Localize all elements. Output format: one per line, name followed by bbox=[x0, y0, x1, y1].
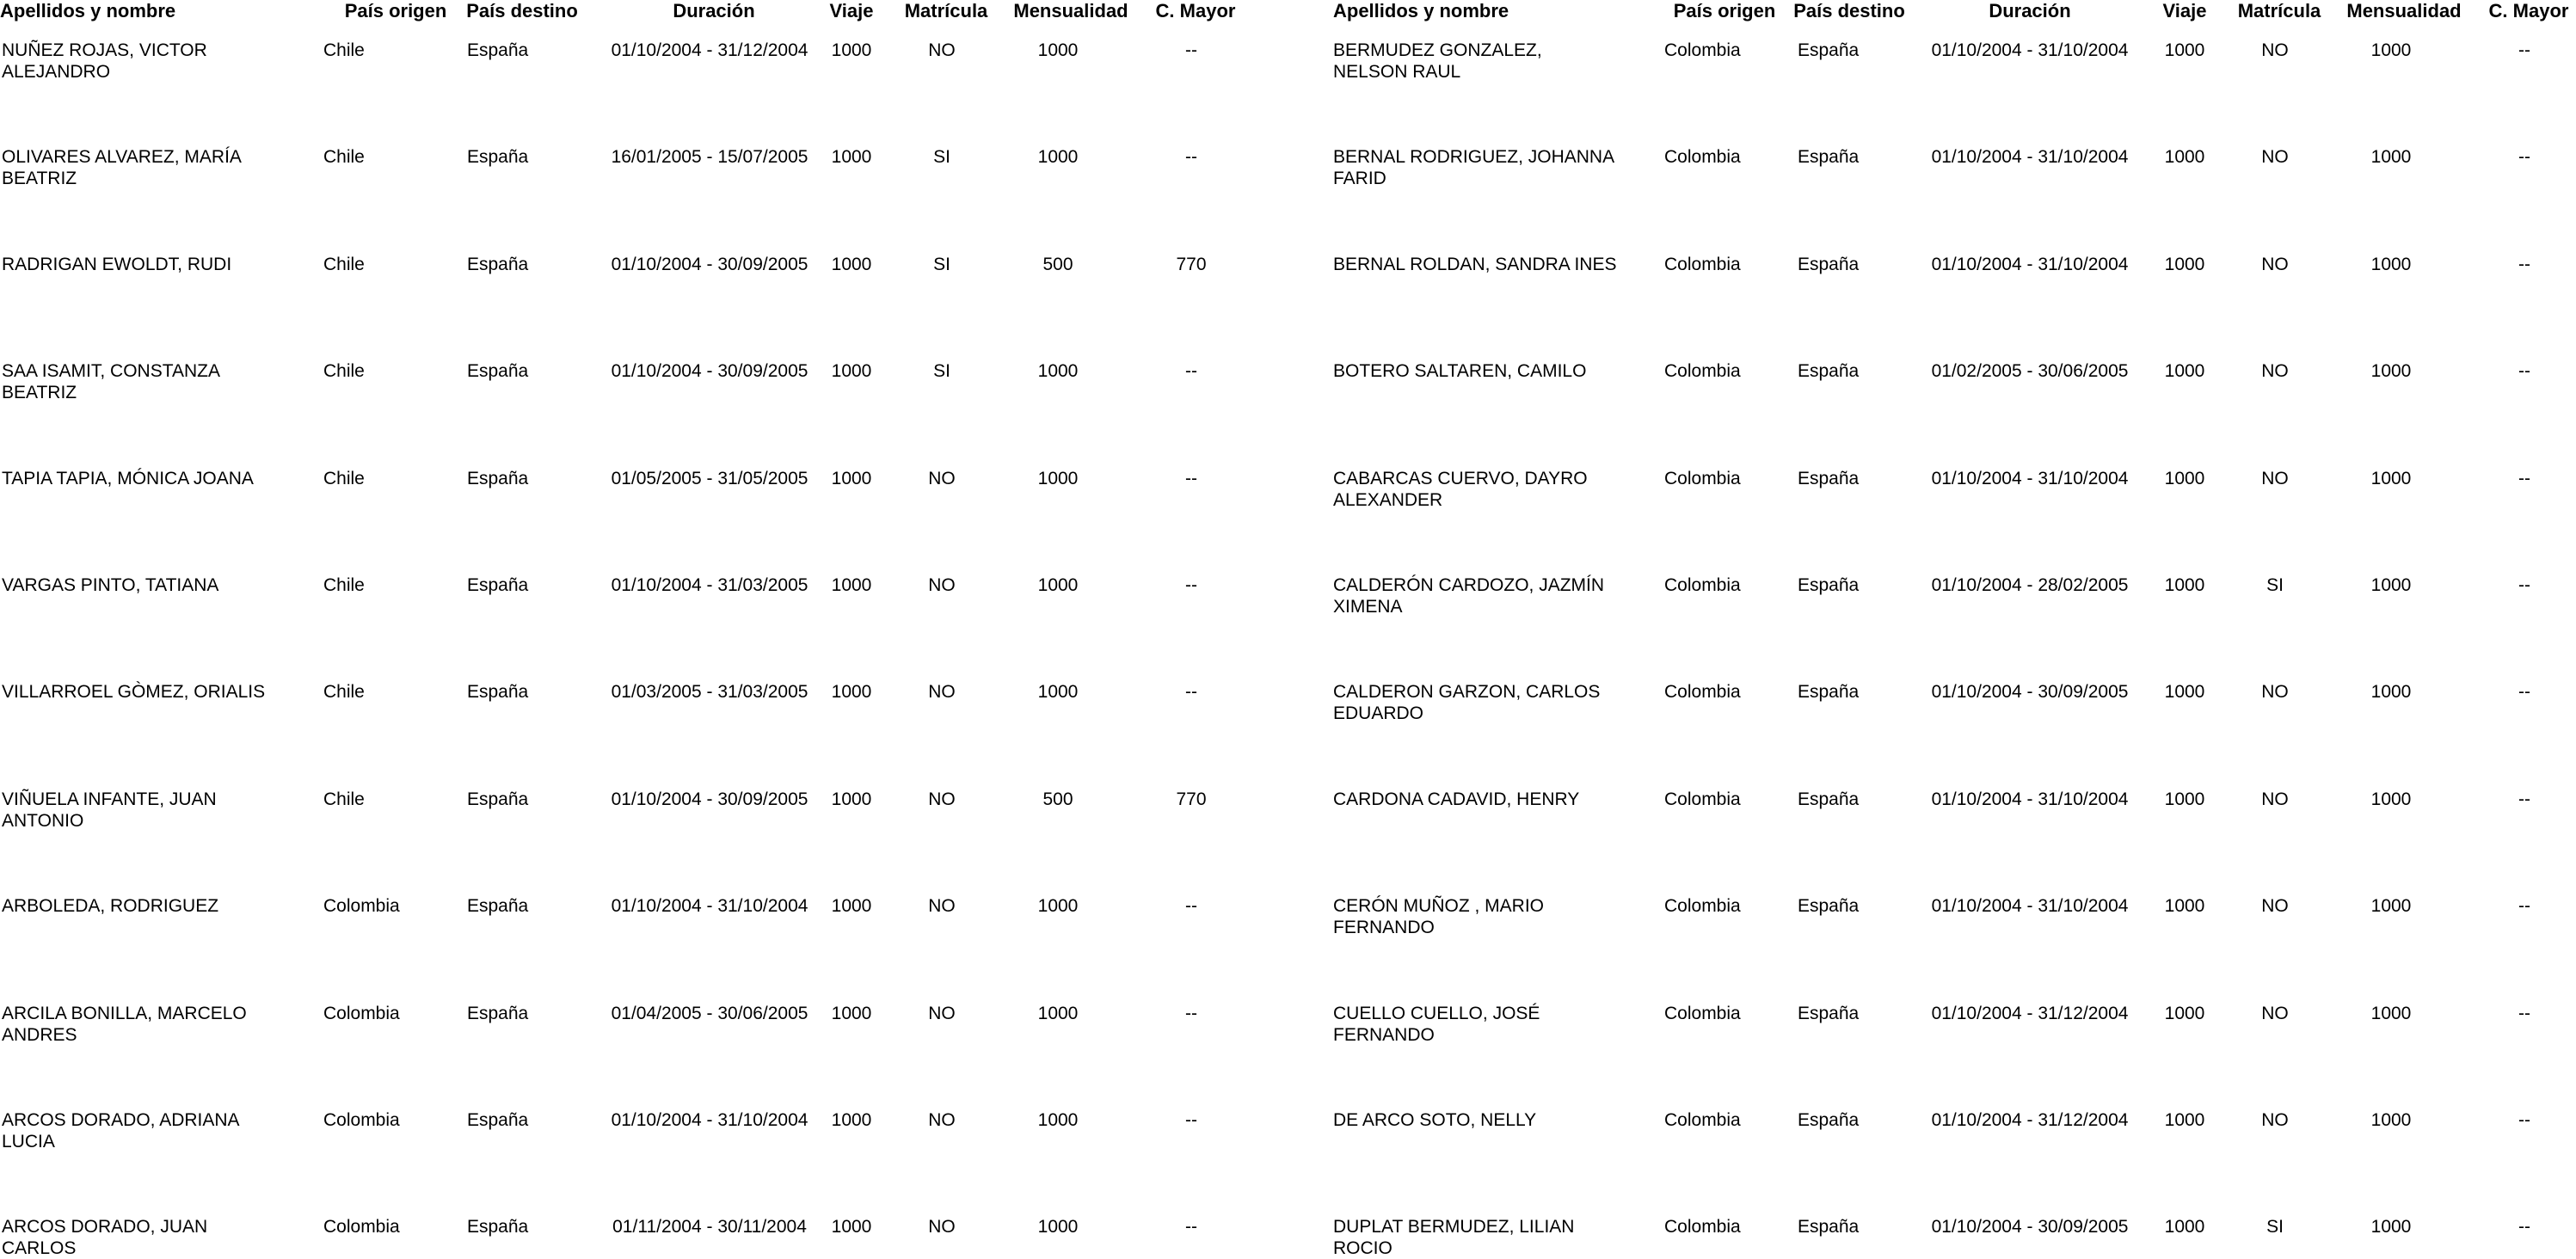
destination-cell: España bbox=[467, 896, 529, 917]
mayor-cell: -- bbox=[1185, 468, 1197, 488]
origin-cell: Chile bbox=[323, 361, 365, 382]
destination-cell: España bbox=[1798, 361, 1860, 382]
name-cell: DE ARCO SOTO, NELLY bbox=[1333, 1110, 1537, 1130]
name-cell: VIÑUELA INFANTE, JUAN ANTONIO bbox=[2, 789, 217, 831]
destination-cell: España bbox=[1798, 40, 1860, 60]
mayor-cell: -- bbox=[2518, 1003, 2530, 1023]
duration-cell: 01/10/2004 - 28/02/2005 bbox=[1931, 575, 2129, 595]
enrollment-cell: NO bbox=[928, 896, 956, 917]
trip-cell: 1000 bbox=[831, 40, 872, 60]
header-mayor: C. Mayor bbox=[1155, 0, 1236, 21]
origin-cell: Colombia bbox=[323, 1110, 400, 1130]
origin-cell: Colombia bbox=[1664, 896, 1741, 917]
monthly-cell: 500 bbox=[1042, 789, 1073, 809]
trip-cell: 1000 bbox=[2164, 40, 2205, 60]
destination-cell: España bbox=[1798, 789, 1860, 809]
monthly-cell: 1000 bbox=[1037, 1217, 1079, 1238]
name-cell: CABARCAS CUERVO, DAYRO ALEXANDER bbox=[1333, 468, 1588, 510]
duration-cell: 01/10/2004 - 31/03/2005 bbox=[611, 575, 808, 595]
header-enrollment: Matrícula bbox=[904, 0, 988, 21]
mayor-cell: -- bbox=[2518, 1110, 2530, 1130]
monthly-cell: 1000 bbox=[2370, 682, 2412, 703]
origin-cell: Colombia bbox=[1664, 1217, 1741, 1238]
trip-cell: 1000 bbox=[2164, 468, 2205, 488]
trip-cell: 1000 bbox=[831, 147, 872, 168]
name-cell: CALDERON GARZON, CARLOS EDUARDO bbox=[1333, 682, 1601, 724]
trip-cell: 1000 bbox=[831, 1217, 872, 1238]
enrollment-cell: NO bbox=[928, 40, 956, 60]
duration-cell: 01/11/2004 - 30/11/2004 bbox=[612, 1217, 807, 1238]
mayor-cell: -- bbox=[2518, 468, 2530, 488]
origin-cell: Chile bbox=[323, 468, 365, 488]
mayor-cell: -- bbox=[1185, 1003, 1197, 1023]
destination-cell: España bbox=[1798, 1217, 1860, 1238]
name-cell: ARCOS DORADO, ADRIANA LUCIA bbox=[2, 1110, 239, 1152]
duration-cell: 01/10/2004 - 30/09/2005 bbox=[1931, 1217, 2129, 1238]
duration-cell: 01/10/2004 - 31/12/2004 bbox=[611, 40, 808, 60]
mayor-cell: -- bbox=[1185, 40, 1197, 60]
enrollment-cell: NO bbox=[2261, 1003, 2289, 1023]
name-cell: CALDERÓN CARDOZO, JAZMÍN XIMENA bbox=[1333, 575, 1605, 617]
mayor-cell: -- bbox=[1185, 896, 1197, 917]
name-cell: SAA ISAMIT, CONSTANZA BEATRIZ bbox=[2, 361, 219, 403]
header-duration: Duración bbox=[673, 0, 755, 21]
name-cell: BOTERO SALTAREN, CAMILO bbox=[1333, 361, 1587, 382]
monthly-cell: 1000 bbox=[2370, 361, 2412, 382]
enrollment-cell: NO bbox=[2261, 40, 2289, 60]
mayor-cell: -- bbox=[1185, 575, 1197, 595]
enrollment-cell: SI bbox=[2266, 575, 2284, 595]
monthly-cell: 1000 bbox=[1037, 575, 1079, 595]
monthly-cell: 500 bbox=[1042, 254, 1073, 274]
enrollment-cell: NO bbox=[2261, 682, 2289, 703]
name-cell: ARBOLEDA, RODRIGUEZ bbox=[2, 896, 219, 917]
duration-cell: 01/05/2005 - 31/05/2005 bbox=[611, 468, 808, 488]
header-duration: Duración bbox=[1989, 0, 2071, 21]
monthly-cell: 1000 bbox=[2370, 1003, 2412, 1023]
trip-cell: 1000 bbox=[2164, 147, 2205, 168]
origin-cell: Chile bbox=[323, 254, 365, 274]
name-cell: NUÑEZ ROJAS, VICTOR ALEJANDRO bbox=[2, 40, 207, 82]
enrollment-cell: SI bbox=[933, 361, 950, 382]
header-destination: País destino bbox=[1793, 0, 1905, 21]
duration-cell: 01/02/2005 - 30/06/2005 bbox=[1931, 361, 2129, 382]
trip-cell: 1000 bbox=[2164, 896, 2205, 917]
destination-cell: España bbox=[1798, 575, 1860, 595]
origin-cell: Colombia bbox=[1664, 254, 1741, 274]
name-cell: CUELLO CUELLO, JOSÉ FERNANDO bbox=[1333, 1003, 1540, 1045]
header-monthly: Mensualidad bbox=[1013, 0, 1128, 21]
name-cell: ARCILA BONILLA, MARCELO ANDRES bbox=[2, 1003, 247, 1045]
name-cell: BERNAL ROLDAN, SANDRA INES bbox=[1333, 254, 1617, 274]
destination-cell: España bbox=[467, 1110, 529, 1130]
trip-cell: 1000 bbox=[831, 361, 872, 382]
duration-cell: 01/10/2004 - 31/12/2004 bbox=[1931, 1110, 2129, 1130]
name-cell: BERMUDEZ GONZALEZ, NELSON RAUL bbox=[1333, 40, 1542, 82]
monthly-cell: 1000 bbox=[2370, 896, 2412, 917]
trip-cell: 1000 bbox=[831, 1110, 872, 1130]
monthly-cell: 1000 bbox=[1037, 468, 1079, 488]
destination-cell: España bbox=[1798, 468, 1860, 488]
origin-cell: Colombia bbox=[1664, 789, 1741, 809]
trip-cell: 1000 bbox=[831, 1003, 872, 1023]
destination-cell: España bbox=[1798, 896, 1860, 917]
mayor-cell: -- bbox=[1185, 1110, 1197, 1130]
monthly-cell: 1000 bbox=[2370, 147, 2412, 168]
destination-cell: España bbox=[467, 40, 529, 60]
header-name: Apellidos y nombre bbox=[1333, 0, 1509, 21]
trip-cell: 1000 bbox=[2164, 361, 2205, 382]
enrollment-cell: NO bbox=[928, 789, 956, 809]
mayor-cell: -- bbox=[2518, 40, 2530, 60]
enrollment-cell: NO bbox=[2261, 789, 2289, 809]
enrollment-cell: NO bbox=[928, 1003, 956, 1023]
origin-cell: Colombia bbox=[1664, 1110, 1741, 1130]
enrollment-cell: NO bbox=[928, 682, 956, 703]
enrollment-cell: NO bbox=[2261, 468, 2289, 488]
destination-cell: España bbox=[467, 1217, 529, 1238]
name-cell: TAPIA TAPIA, MÓNICA JOANA bbox=[2, 468, 254, 488]
monthly-cell: 1000 bbox=[2370, 40, 2412, 60]
monthly-cell: 1000 bbox=[1037, 1003, 1079, 1023]
trip-cell: 1000 bbox=[831, 789, 872, 809]
mayor-cell: -- bbox=[2518, 682, 2530, 703]
trip-cell: 1000 bbox=[831, 468, 872, 488]
name-cell: CERÓN MUÑOZ , MARIO FERNANDO bbox=[1333, 896, 1544, 938]
trip-cell: 1000 bbox=[831, 896, 872, 917]
enrollment-cell: SI bbox=[933, 254, 950, 274]
destination-cell: España bbox=[467, 254, 529, 274]
duration-cell: 01/10/2004 - 31/10/2004 bbox=[1931, 254, 2129, 274]
trip-cell: 1000 bbox=[2164, 575, 2205, 595]
duration-cell: 01/10/2004 - 30/09/2005 bbox=[1931, 682, 2129, 703]
header-trip: Viaje bbox=[829, 0, 874, 21]
enrollment-cell: NO bbox=[928, 1110, 956, 1130]
header-trip: Viaje bbox=[2162, 0, 2207, 21]
trip-cell: 1000 bbox=[2164, 1110, 2205, 1130]
duration-cell: 01/04/2005 - 30/06/2005 bbox=[611, 1003, 808, 1023]
destination-cell: España bbox=[467, 682, 529, 703]
duration-cell: 01/10/2004 - 30/09/2005 bbox=[611, 254, 808, 274]
header-origin: País origen bbox=[344, 0, 447, 21]
trip-cell: 1000 bbox=[2164, 682, 2205, 703]
mayor-cell: -- bbox=[2518, 147, 2530, 168]
name-cell: OLIVARES ALVAREZ, MARÍA BEATRIZ bbox=[2, 147, 241, 189]
duration-cell: 01/10/2004 - 31/10/2004 bbox=[1931, 147, 2129, 168]
right-table bbox=[1333, 0, 2576, 1258]
destination-cell: España bbox=[1798, 1003, 1860, 1023]
destination-cell: España bbox=[467, 147, 529, 168]
header-origin: País origen bbox=[1673, 0, 1776, 21]
name-cell: RADRIGAN EWOLDT, RUDI bbox=[2, 254, 232, 274]
enrollment-cell: NO bbox=[2261, 1110, 2289, 1130]
origin-cell: Colombia bbox=[323, 1217, 400, 1238]
origin-cell: Colombia bbox=[1664, 468, 1741, 488]
name-cell: ARCOS DORADO, JUAN CARLOS bbox=[2, 1217, 208, 1259]
trip-cell: 1000 bbox=[2164, 1217, 2205, 1238]
duration-cell: 01/10/2004 - 30/09/2005 bbox=[611, 361, 808, 382]
destination-cell: España bbox=[1798, 254, 1860, 274]
monthly-cell: 1000 bbox=[2370, 254, 2412, 274]
monthly-cell: 1000 bbox=[2370, 1110, 2412, 1130]
enrollment-cell: NO bbox=[928, 468, 956, 488]
origin-cell: Chile bbox=[323, 789, 365, 809]
duration-cell: 01/03/2005 - 31/03/2005 bbox=[611, 682, 808, 703]
origin-cell: Colombia bbox=[1664, 40, 1741, 60]
name-cell: VILLARROEL GÒMEZ, ORIALIS bbox=[2, 682, 266, 703]
monthly-cell: 1000 bbox=[2370, 1217, 2412, 1238]
monthly-cell: 1000 bbox=[1037, 147, 1079, 168]
enrollment-cell: NO bbox=[2261, 254, 2289, 274]
enrollment-cell: NO bbox=[928, 1217, 956, 1238]
monthly-cell: 1000 bbox=[2370, 575, 2412, 595]
monthly-cell: 1000 bbox=[2370, 789, 2412, 809]
duration-cell: 01/10/2004 - 31/10/2004 bbox=[611, 1110, 808, 1130]
origin-cell: Colombia bbox=[1664, 361, 1741, 382]
origin-cell: Colombia bbox=[323, 1003, 400, 1023]
monthly-cell: 1000 bbox=[1037, 361, 1079, 382]
origin-cell: Chile bbox=[323, 682, 365, 703]
mayor-cell: 770 bbox=[1176, 254, 1207, 274]
trip-cell: 1000 bbox=[2164, 254, 2205, 274]
duration-cell: 16/01/2005 - 15/07/2005 bbox=[611, 147, 808, 168]
destination-cell: España bbox=[1798, 1110, 1860, 1130]
mayor-cell: -- bbox=[2518, 789, 2530, 809]
monthly-cell: 1000 bbox=[1037, 40, 1079, 60]
monthly-cell: 1000 bbox=[2370, 468, 2412, 488]
origin-cell: Colombia bbox=[1664, 575, 1741, 595]
destination-cell: España bbox=[467, 1003, 529, 1023]
enrollment-cell: NO bbox=[2261, 147, 2289, 168]
mayor-cell: -- bbox=[2518, 254, 2530, 274]
name-cell: VARGAS PINTO, TATIANA bbox=[2, 575, 219, 595]
trip-cell: 1000 bbox=[831, 254, 872, 274]
header-mayor: C. Mayor bbox=[2488, 0, 2569, 21]
origin-cell: Colombia bbox=[1664, 1003, 1741, 1023]
mayor-cell: -- bbox=[1185, 361, 1197, 382]
enrollment-cell: SI bbox=[2266, 1217, 2284, 1238]
enrollment-cell: NO bbox=[928, 575, 956, 595]
trip-cell: 1000 bbox=[831, 575, 872, 595]
monthly-cell: 1000 bbox=[1037, 896, 1079, 917]
header-destination: País destino bbox=[466, 0, 578, 21]
destination-cell: España bbox=[467, 361, 529, 382]
name-cell: DUPLAT BERMUDEZ, LILIAN ROCIO bbox=[1333, 1217, 1575, 1259]
mayor-cell: -- bbox=[1185, 147, 1197, 168]
monthly-cell: 1000 bbox=[1037, 682, 1079, 703]
enrollment-cell: SI bbox=[933, 147, 950, 168]
destination-cell: España bbox=[1798, 682, 1860, 703]
name-cell: CARDONA CADAVID, HENRY bbox=[1333, 789, 1580, 809]
origin-cell: Chile bbox=[323, 147, 365, 168]
destination-cell: España bbox=[467, 789, 529, 809]
name-cell: BERNAL RODRIGUEZ, JOHANNA FARID bbox=[1333, 147, 1614, 189]
duration-cell: 01/10/2004 - 31/10/2004 bbox=[1931, 789, 2129, 809]
mayor-cell: -- bbox=[2518, 1217, 2530, 1238]
destination-cell: España bbox=[467, 468, 529, 488]
duration-cell: 01/10/2004 - 31/10/2004 bbox=[1931, 468, 2129, 488]
trip-cell: 1000 bbox=[2164, 1003, 2205, 1023]
duration-cell: 01/10/2004 - 31/10/2004 bbox=[1931, 896, 2129, 917]
origin-cell: Chile bbox=[323, 40, 365, 60]
mayor-cell: -- bbox=[1185, 682, 1197, 703]
mayor-cell: -- bbox=[2518, 361, 2530, 382]
duration-cell: 01/10/2004 - 30/09/2005 bbox=[611, 789, 808, 809]
duration-cell: 01/10/2004 - 31/10/2004 bbox=[611, 896, 808, 917]
mayor-cell: -- bbox=[1185, 1217, 1197, 1238]
duration-cell: 01/10/2004 - 31/12/2004 bbox=[1931, 1003, 2129, 1023]
mayor-cell: -- bbox=[2518, 575, 2530, 595]
destination-cell: España bbox=[1798, 147, 1860, 168]
duration-cell: 01/10/2004 - 31/10/2004 bbox=[1931, 40, 2129, 60]
header-monthly: Mensualidad bbox=[2346, 0, 2462, 21]
header-enrollment: Matrícula bbox=[2237, 0, 2321, 21]
origin-cell: Colombia bbox=[323, 896, 400, 917]
header-name: Apellidos y nombre bbox=[0, 0, 176, 21]
mayor-cell: -- bbox=[2518, 896, 2530, 917]
trip-cell: 1000 bbox=[2164, 789, 2205, 809]
mayor-cell: 770 bbox=[1176, 789, 1207, 809]
monthly-cell: 1000 bbox=[1037, 1110, 1079, 1130]
enrollment-cell: NO bbox=[2261, 361, 2289, 382]
origin-cell: Colombia bbox=[1664, 147, 1741, 168]
enrollment-cell: NO bbox=[2261, 896, 2289, 917]
origin-cell: Chile bbox=[323, 575, 365, 595]
destination-cell: España bbox=[467, 575, 529, 595]
trip-cell: 1000 bbox=[831, 682, 872, 703]
origin-cell: Colombia bbox=[1664, 682, 1741, 703]
